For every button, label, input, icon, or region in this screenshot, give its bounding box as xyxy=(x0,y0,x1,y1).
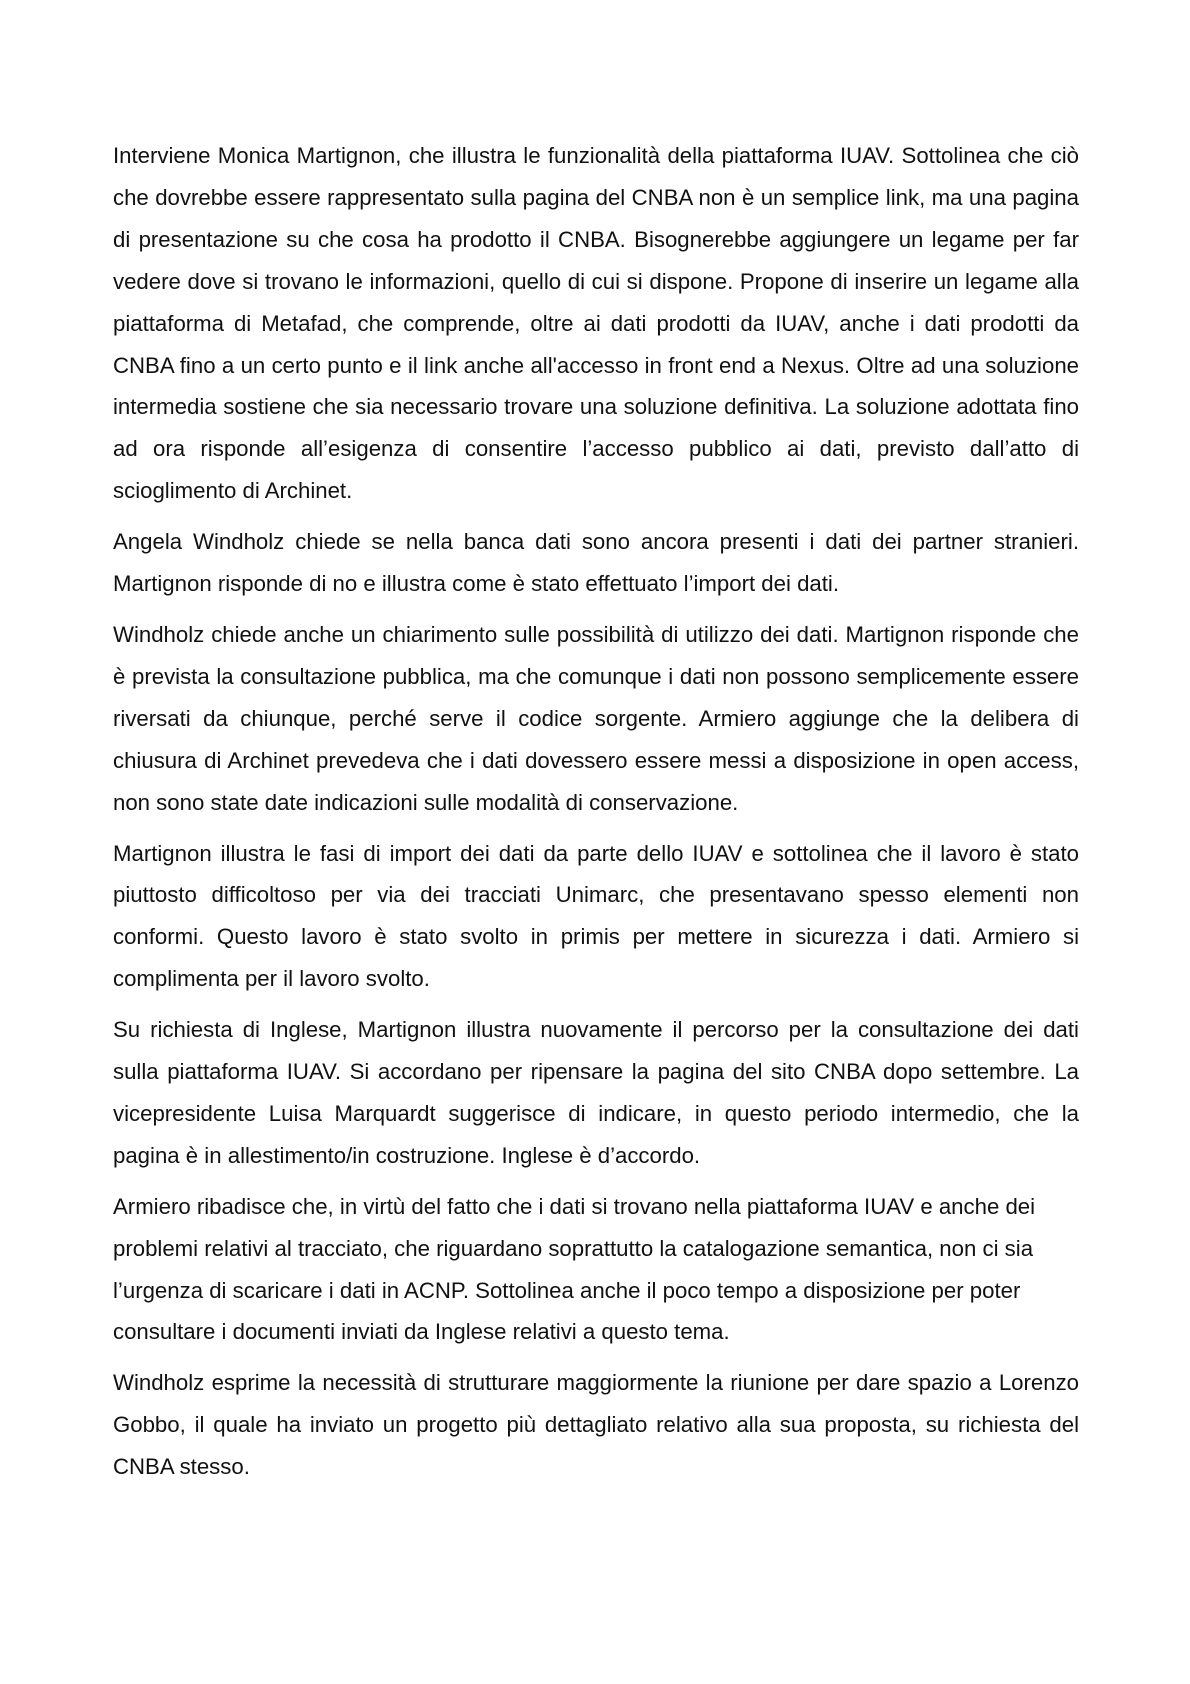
paragraph-consultation-path: Su richiesta di Inglese, Martignon illustra nuovamente il percorso per la consultazione dei dati sulla piattaforma IUAV. Si accordano per ripensare la pagina del sito CNBA dopo settembre. La vicepresidente Luisa Marquardt suggerisce di indicare, in questo periodo intermedio, che la pagina è in allestimento/in costruzione. Inglese è d’accordo. xyxy=(113,1017,1079,1168)
paragraph-meeting-structure: Windholz esprime la necessità di strutturare maggiormente la riunione per dare spazio a Lorenzo Gobbo, il quale ha inviato un progetto più dettagliato relativo alla sua proposta, su richiesta del CNBA stesso. xyxy=(113,1370,1079,1480)
paragraph-martignon-iuav-platform: Interviene Monica Martignon, che illustra le funzionalità della piattaforma IUAV. Sottolinea che ciò che dovrebbe essere rappresentato sulla pagina del CNBA non è un semplice link, ma una pagina di presentazione su che cosa ha prodotto il CNBA. Bisognerebbe aggiungere un legame per far vedere dove si trovano le informazioni, quello di cui si dispone. Propone di inserire un legame alla piattaforma di Metafad, che comprende, oltre ai dati prodotti da IUAV, anche i dati prodotti da CNBA fino a un certo punto e il link anche all'accesso in front end a Nexus. Oltre ad una soluzione intermedia sostiene che sia necessario trovare una soluzione definitiva. La soluzione adottata fino ad ora risponde all’esigenza di consentire l’accesso pubblico ai dati, previsto dall’atto di scioglimento di Archinet. xyxy=(113,143,1079,504)
document-body xyxy=(113,135,1079,1497)
paragraph-data-usage: Windholz chiede anche un chiarimento sulle possibilità di utilizzo dei dati. Martignon risponde che è prevista la consultazione pubblica, ma che comunque i dati non possono semplicemente essere riversati da chiunque, perché serve il codice sorgente. Armiero aggiunge che la delibera di chiusura di Archinet prevedeva che i dati dovessero essere messi a disposizione in open access, non sono state date indicazioni sulle modalità di conservazione. xyxy=(113,621,1079,815)
paragraph-windholz-foreign-partners: Angela Windholz chiede se nella banca dati sono ancora presenti i dati dei partner stranieri. Martignon risponde di no e illustra come è stato effettuato l’import dei dati. xyxy=(113,529,1079,597)
paragraph-import-phases: Martignon illustra le fasi di import dei dati da parte dello IUAV e sottolinea che il lavoro è stato piuttosto difficoltoso per via dei tracciati Unimarc, che presentavano spesso elementi non conformi. Questo lavoro è stato svolto in primis per mettere in sicurezza i dati. Armiero si complimenta per il lavoro svolto. xyxy=(113,840,1079,992)
paragraph-acnp-urgency: Armiero ribadisce che, in virtù del fatto che i dati si trovano nella piattaforma IUAV e anche dei problemi relativi al tracciato, che riguardano soprattutto la catalogazione semantica, non ci sia l’urgenza di scaricare i dati in ACNP. Sottolinea anche il poco tempo a disposizione per poter consultare i documenti inviati da Inglese relativi a questo tema. xyxy=(113,1193,1036,1345)
